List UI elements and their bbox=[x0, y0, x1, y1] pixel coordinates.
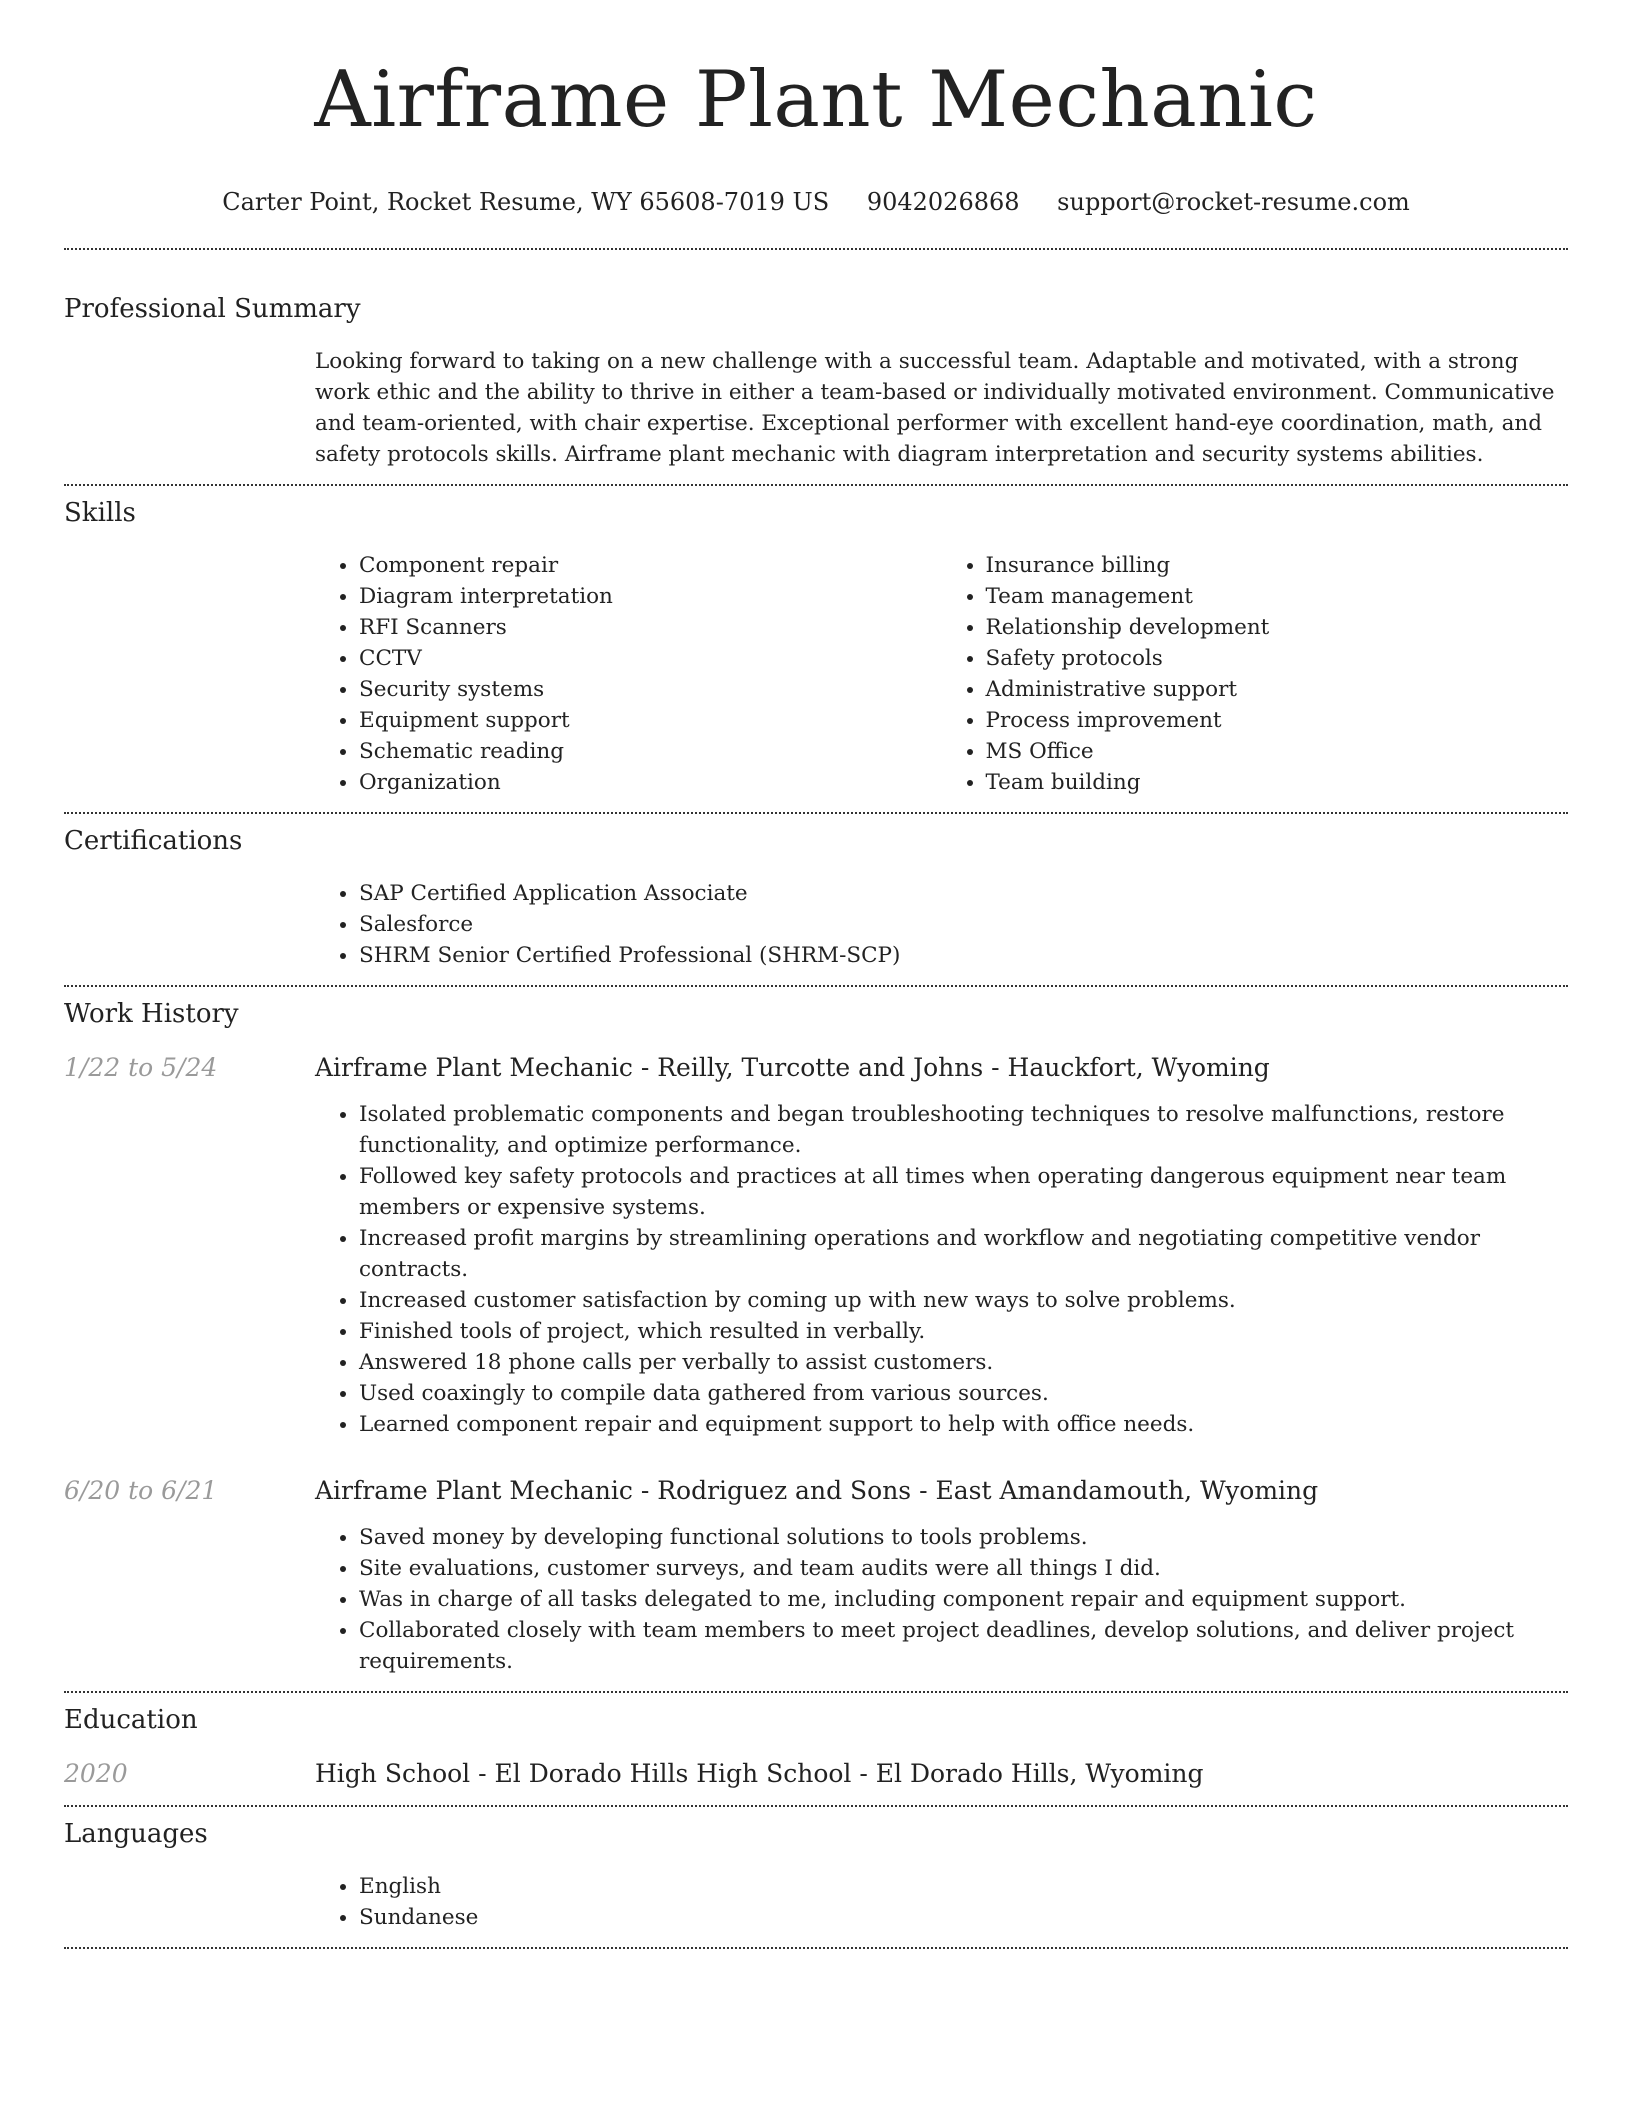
skill-item: • Administrative support bbox=[986, 674, 1569, 705]
skill-item: • Safety protocols bbox=[986, 643, 1569, 674]
job-header bbox=[64, 1474, 1568, 1508]
job-role: Airframe Plant Mechanic bbox=[315, 1476, 633, 1505]
certification-item: • SAP Certified Application Associate bbox=[359, 878, 1568, 909]
certifications-list bbox=[315, 878, 1568, 971]
job-bullet: • Followed key safety protocols and practices at all times when operating dangerous equipment near team members or expensive systems. bbox=[359, 1161, 1568, 1223]
contact-email: support@rocket-resume.com bbox=[1057, 188, 1410, 216]
education-section bbox=[64, 1693, 1568, 1805]
job-entry bbox=[64, 1474, 1568, 1691]
job-bullet: • Collaborated closely with team members to meet project deadlines, develop solutions, and deliver project requirements. bbox=[359, 1615, 1568, 1677]
certification-item: • Salesforce bbox=[359, 909, 1568, 940]
skill-item: • RFI Scanners bbox=[359, 612, 942, 643]
skills-section bbox=[64, 486, 1568, 812]
job-employer: - Reilly, Turcotte and Johns - Hauckfort, Wyoming bbox=[632, 1053, 1270, 1082]
certifications-body bbox=[315, 878, 1568, 985]
job-details bbox=[315, 1522, 1568, 1691]
skill-item: • Team building bbox=[986, 767, 1569, 798]
job-bullet: • Saved money by developing functional solutions to tools problems. bbox=[359, 1522, 1568, 1553]
job-bullet: • Site evaluations, customer surveys, and team audits were all things I did. bbox=[359, 1553, 1568, 1584]
skill-item: • Organization bbox=[359, 767, 942, 798]
certification-item: • SHRM Senior Certified Professional (SHRM-SCP) bbox=[359, 940, 1568, 971]
resume-header bbox=[64, 0, 1568, 218]
contact-line bbox=[64, 186, 1568, 218]
job-bullet: • Isolated problematic components and began troubleshooting techniques to resolve malfunctions, restore functionality, and optimize performance. bbox=[359, 1099, 1568, 1161]
languages-list bbox=[315, 1871, 1568, 1933]
job-bullet: • Used coaxingly to compile data gathered from various sources. bbox=[359, 1378, 1568, 1409]
skill-item: • Diagram interpretation bbox=[359, 581, 942, 612]
job-dates: 6/20 to 6/21 bbox=[64, 1476, 218, 1505]
languages-body bbox=[315, 1871, 1568, 1947]
job-role: Airframe Plant Mechanic bbox=[315, 1053, 633, 1082]
work-title: Work History bbox=[64, 999, 239, 1029]
job-title bbox=[315, 1051, 1270, 1085]
skill-item: • Component repair bbox=[359, 550, 942, 581]
job-bullet: • Was in charge of all tasks delegated to me, including component repair and equipment support. bbox=[359, 1584, 1568, 1615]
summary-section bbox=[64, 250, 1568, 484]
job-bullet: • Learned component repair and equipment support to help with office needs. bbox=[359, 1409, 1568, 1440]
education-line bbox=[315, 1757, 1204, 1791]
skill-item: • Insurance billing bbox=[986, 550, 1569, 581]
education-school: - El Dorado Hills High School - El Dorado Hills, Wyoming bbox=[470, 1759, 1204, 1788]
contact-address: Carter Point, Rocket Resume, WY 65608-7019 US bbox=[222, 188, 830, 216]
education-title: Education bbox=[64, 1705, 198, 1735]
education-year: 2020 bbox=[64, 1759, 128, 1788]
job-dates: 1/22 to 5/24 bbox=[64, 1053, 218, 1082]
work-section bbox=[64, 987, 1568, 1691]
language-item: • Sundanese bbox=[359, 1902, 1568, 1933]
contact-phone: 9042026868 bbox=[866, 188, 1020, 216]
education-entry bbox=[64, 1757, 1568, 1805]
job-bullets bbox=[315, 1099, 1568, 1440]
languages-section bbox=[64, 1807, 1568, 1947]
skills-title: Skills bbox=[64, 498, 136, 528]
job-employer: - Rodriguez and Sons - East Amandamouth, Wyoming bbox=[632, 1476, 1319, 1505]
candidate-name: Airframe Plant Mechanic bbox=[314, 55, 1318, 145]
certifications-title: Certifications bbox=[64, 826, 243, 856]
summary-text: Looking forward to taking on a new challenge with a successful team. Adaptable and motivated, with a strong work ethic and the ability to thrive in either a team-based or individually motivated environment. Communicative and team-oriented, with chair expertise. Exceptional performer with excellent hand-eye coordination, math, and safety protocols skills. Airframe plant mechanic with diagram interpretation and security systems abilities. bbox=[315, 349, 1555, 467]
skills-grid bbox=[315, 550, 1568, 812]
skill-item: • MS Office bbox=[986, 736, 1569, 767]
job-bullet: • Finished tools of project, which resulted in verbally. bbox=[359, 1316, 1568, 1347]
education-degree: High School bbox=[315, 1759, 471, 1788]
skill-item: • Security systems bbox=[359, 674, 942, 705]
job-entry bbox=[64, 1051, 1568, 1440]
skill-item: • Schematic reading bbox=[359, 736, 942, 767]
skill-item: • Equipment support bbox=[359, 705, 942, 736]
job-bullet: • Increased profit margins by streamlining operations and workflow and negotiating competitive vendor contracts. bbox=[359, 1223, 1568, 1285]
skill-item: • Relationship development bbox=[986, 612, 1569, 643]
summary-title: Professional Summary bbox=[64, 294, 361, 324]
skill-item: • Process improvement bbox=[986, 705, 1569, 736]
job-bullets bbox=[315, 1522, 1568, 1677]
skills-list-left bbox=[315, 550, 942, 798]
languages-title: Languages bbox=[64, 1819, 208, 1849]
certifications-section bbox=[64, 814, 1568, 985]
skill-item: • Team management bbox=[986, 581, 1569, 612]
language-item: • English bbox=[359, 1871, 1568, 1902]
skills-list-right bbox=[942, 550, 1569, 798]
job-details bbox=[315, 1099, 1568, 1440]
skill-item: • CCTV bbox=[359, 643, 942, 674]
job-bullet: • Increased customer satisfaction by coming up with new ways to solve problems. bbox=[359, 1285, 1568, 1316]
job-title bbox=[315, 1474, 1318, 1508]
job-header bbox=[64, 1051, 1568, 1085]
section-divider bbox=[64, 1947, 1568, 1949]
job-bullet: • Answered 18 phone calls per verbally to assist customers. bbox=[359, 1347, 1568, 1378]
